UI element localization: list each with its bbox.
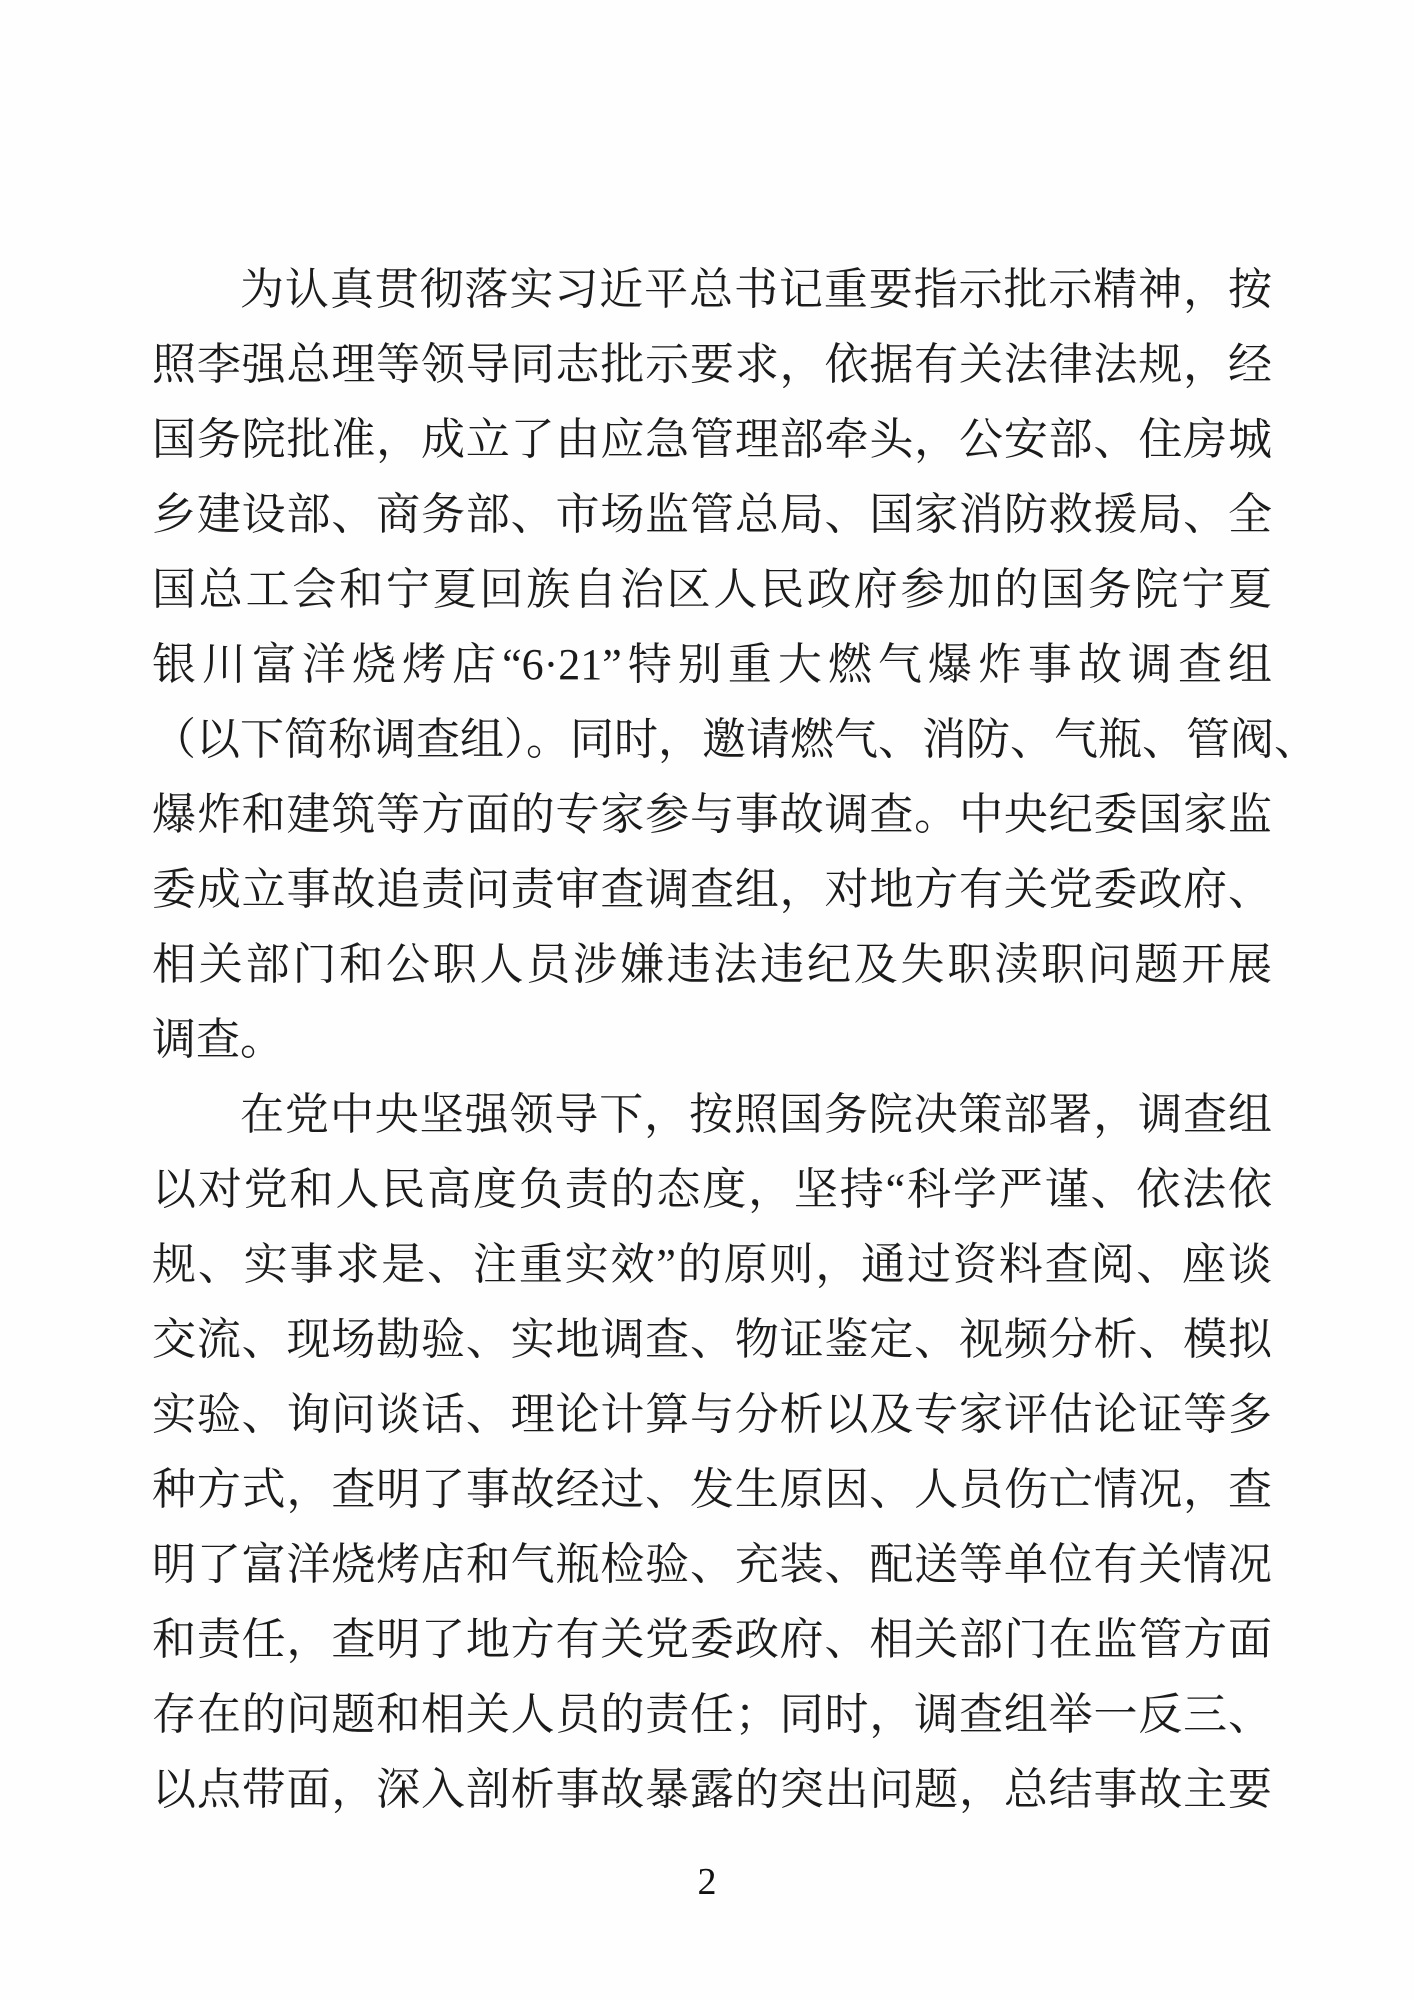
body-line-5: 国总工会和宁夏回族自治区人民政府参加的国务院宁夏 [152, 565, 1272, 614]
body-line-10: 相关部门和公职人员涉嫌违法违纪及失职渎职问题开展 [152, 940, 1272, 989]
body-line-17: 种方式，查明了事故经过、发生原因、人员伤亡情况，查 [152, 1465, 1272, 1514]
body-line-13: 以对党和人民高度负责的态度，坚持“科学严谨、依法依 [152, 1165, 1272, 1214]
body-line-9: 委成立事故追责问责审查调查组，对地方有关党委政府、 [152, 865, 1272, 914]
body-line-7: （以下简称调查组）。同时，邀请燃气、消防、气瓶、管阀、 [152, 715, 1318, 764]
body-line-21: 以点带面，深入剖析事故暴露的突出问题，总结事故主要 [152, 1765, 1272, 1814]
body-line-20: 存在的问题和相关人员的责任；同时，调查组举一反三、 [152, 1690, 1272, 1739]
page-number: 2 [697, 1861, 717, 1903]
document-body [152, 252, 1318, 1827]
body-line-12: 在党中央坚强领导下，按照国务院决策部署，调查组 [240, 1090, 1272, 1139]
body-line-2: 照李强总理等领导同志批示要求，依据有关法律法规，经 [152, 340, 1272, 389]
body-line-3: 国务院批准，成立了由应急管理部牵头，公安部、住房城 [152, 415, 1272, 464]
body-line-1: 为认真贯彻落实习近平总书记重要指示批示精神，按 [240, 265, 1272, 314]
body-line-16: 实验、询问谈话、理论计算与分析以及专家评估论证等多 [152, 1390, 1272, 1439]
body-line-11: 调查。 [152, 1015, 284, 1064]
body-line-4: 乡建设部、商务部、市场监管总局、国家消防救援局、全 [152, 490, 1272, 539]
body-line-8: 爆炸和建筑等方面的专家参与事故调查。中央纪委国家监 [152, 790, 1272, 839]
body-line-19: 和责任，查明了地方有关党委政府、相关部门在监管方面 [152, 1615, 1272, 1664]
body-line-15: 交流、现场勘验、实地调查、物证鉴定、视频分析、模拟 [152, 1315, 1272, 1364]
body-line-6: 银川富洋烧烤店“6·21”特别重大燃气爆炸事故调查组 [152, 640, 1272, 689]
body-line-14: 规、实事求是、注重实效”的原则，通过资料查阅、座谈 [152, 1240, 1272, 1289]
body-line-18: 明了富洋烧烤店和气瓶检验、充装、配送等单位有关情况 [152, 1540, 1272, 1589]
